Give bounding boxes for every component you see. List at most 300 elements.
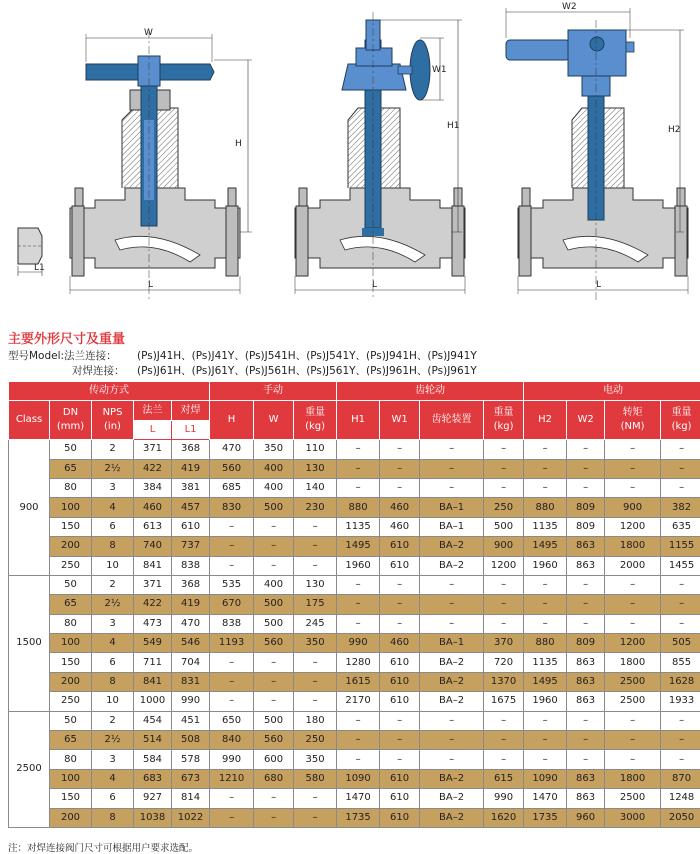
table-cell: 720 [484, 653, 524, 672]
header-kg-gear: (kg) [493, 421, 514, 433]
table-cell: 831 [172, 672, 210, 691]
table-cell: – [484, 440, 524, 459]
table-cell: 2 [92, 440, 134, 459]
w1-label: W1 [432, 65, 447, 75]
table-cell: – [661, 575, 700, 594]
table-row [9, 575, 700, 594]
table-cell: – [605, 711, 661, 730]
table-cell: – [484, 595, 524, 614]
table-cell: 250 [484, 498, 524, 517]
table-cell: 670 [210, 595, 254, 614]
table-cell: 1960 [524, 692, 567, 711]
table-cell: – [337, 440, 380, 459]
table-cell: – [210, 808, 254, 827]
table-cell: BA–2 [420, 808, 484, 827]
header-kg-manual: (kg) [305, 421, 326, 433]
table-row [9, 517, 700, 536]
header-dn [50, 401, 92, 440]
table-cell: 610 [380, 556, 420, 575]
table-cell: – [210, 692, 254, 711]
spec-table [8, 381, 700, 828]
table-cell: – [420, 459, 484, 478]
header-gear: 齿轮动 [337, 382, 524, 401]
section-title: 主要外形尺寸及重量 [8, 332, 126, 347]
class-cell: 2500 [9, 711, 50, 827]
table-cell: 200 [50, 672, 92, 691]
table-cell: 400 [254, 459, 294, 478]
table-row [9, 478, 700, 497]
table-cell: 1370 [484, 672, 524, 691]
table-cell: – [524, 440, 567, 459]
table-cell: 451 [172, 711, 210, 730]
table-cell: 3 [92, 750, 134, 769]
table-cell: – [380, 750, 420, 769]
table-cell: – [605, 731, 661, 750]
table-row [9, 459, 700, 478]
table-cell: – [420, 750, 484, 769]
table-cell: – [380, 575, 420, 594]
table-row [9, 731, 700, 750]
weld-models: (Ps)J61H、(Ps)J61Y、(Ps)J561H、(Ps)J561Y、(Ps)J961H、(Ps)J961Y [137, 365, 477, 377]
table-cell: 6 [92, 653, 134, 672]
table-cell: 1280 [337, 653, 380, 672]
table-cell: – [420, 711, 484, 730]
table-cell: – [567, 731, 605, 750]
table-cell: 990 [210, 750, 254, 769]
header-mm-text: (mm) [56, 421, 85, 433]
table-cell: – [294, 692, 337, 711]
table-cell: – [524, 711, 567, 730]
table-cell: 175 [294, 595, 337, 614]
table-cell: 1200 [484, 556, 524, 575]
table-cell: 1455 [661, 556, 700, 575]
table-cell: 814 [172, 789, 210, 808]
table-cell: – [661, 459, 700, 478]
table-cell: 65 [50, 731, 92, 750]
h1-label: H1 [447, 121, 460, 131]
table-cell: 1200 [605, 634, 661, 653]
table-cell: 2000 [605, 556, 661, 575]
table-cell: 419 [172, 459, 210, 478]
table-cell: 990 [484, 789, 524, 808]
table-cell: 100 [50, 634, 92, 653]
table-cell: 382 [661, 498, 700, 517]
table-cell: BA–1 [420, 498, 484, 517]
table-cell: – [524, 575, 567, 594]
table-row [9, 672, 700, 691]
table-cell: – [524, 595, 567, 614]
table-cell: 400 [254, 478, 294, 497]
table-cell: – [337, 614, 380, 633]
table-cell: 1495 [524, 537, 567, 556]
table-cell: – [420, 575, 484, 594]
table-row [9, 692, 700, 711]
table-cell: 1193 [210, 634, 254, 653]
table-cell: 1090 [337, 769, 380, 788]
l1-label: L1 [34, 263, 45, 273]
header-weight-electric-text: 重量 [671, 407, 692, 419]
table-cell: 3000 [605, 808, 661, 827]
table-cell: – [210, 537, 254, 556]
table-cell: 371 [134, 440, 172, 459]
table-cell: 863 [567, 789, 605, 808]
table-cell: 368 [172, 575, 210, 594]
table-cell: – [567, 440, 605, 459]
table-cell: – [605, 595, 661, 614]
weld-label: 对焊连接： [72, 365, 125, 377]
table-cell: 610 [380, 672, 420, 691]
table-cell: 368 [172, 440, 210, 459]
table-cell: – [484, 711, 524, 730]
table-cell: 549 [134, 634, 172, 653]
header-class: Class [9, 401, 50, 440]
table-cell: – [380, 459, 420, 478]
table-cell: 50 [50, 440, 92, 459]
table-cell: 863 [567, 692, 605, 711]
header-h2: H2 [524, 401, 567, 440]
table-cell: 584 [134, 750, 172, 769]
table-cell: 880 [524, 498, 567, 517]
table-cell: 855 [661, 653, 700, 672]
table-cell: 560 [254, 731, 294, 750]
l-label-electric: L [596, 280, 602, 290]
table-cell: 1155 [661, 537, 700, 556]
table-cell: – [605, 459, 661, 478]
table-cell: 6 [92, 789, 134, 808]
header-torque [605, 401, 661, 440]
table-cell: 809 [567, 498, 605, 517]
table-cell: – [420, 614, 484, 633]
table-cell: 80 [50, 614, 92, 633]
table-cell: 683 [134, 769, 172, 788]
table-cell: 1495 [524, 672, 567, 691]
table-cell: – [420, 440, 484, 459]
table-cell: 245 [294, 614, 337, 633]
weld-end-detail [18, 228, 45, 276]
table-cell: 350 [294, 750, 337, 769]
table-cell: – [484, 614, 524, 633]
table-cell: 1090 [524, 769, 567, 788]
table-cell: 809 [567, 634, 605, 653]
table-cell: 384 [134, 478, 172, 497]
table-cell: 610 [380, 789, 420, 808]
table-cell: 250 [50, 692, 92, 711]
table-row [9, 498, 700, 517]
table-cell: – [484, 750, 524, 769]
table-cell: 6 [92, 517, 134, 536]
table-cell: 500 [254, 498, 294, 517]
table-cell: 838 [172, 556, 210, 575]
table-cell: 546 [172, 634, 210, 653]
table-cell: – [294, 808, 337, 827]
header-drive: 传动方式 [9, 382, 210, 401]
table-row [9, 769, 700, 788]
header-nps-text: NPS [102, 407, 123, 419]
header-nps [92, 401, 134, 440]
table-cell: 130 [294, 459, 337, 478]
table-cell: 927 [134, 789, 172, 808]
table-cell: 610 [380, 653, 420, 672]
table-cell: – [524, 614, 567, 633]
table-cell: 508 [172, 731, 210, 750]
h2-label: H2 [668, 125, 681, 135]
table-row [9, 808, 700, 827]
table-cell: 900 [605, 498, 661, 517]
weld-label-wrap [8, 364, 137, 379]
flange-models: (Ps)J41H、(Ps)J41Y、(Ps)J541H、(Ps)J541Y、(Ps)J941H、(Ps)J941Y [137, 350, 477, 362]
table-cell: – [337, 750, 380, 769]
table-cell: 8 [92, 537, 134, 556]
table-cell: – [294, 556, 337, 575]
table-cell: 80 [50, 750, 92, 769]
table-cell: 8 [92, 672, 134, 691]
table-cell: 2½ [92, 595, 134, 614]
table-cell: – [337, 459, 380, 478]
table-cell: 560 [210, 459, 254, 478]
table-cell: – [380, 731, 420, 750]
table-row [9, 595, 700, 614]
table-cell: – [380, 614, 420, 633]
table-cell: – [605, 614, 661, 633]
table-cell: 863 [567, 556, 605, 575]
table-cell: – [254, 517, 294, 536]
header-weight-manual-text: 重量 [305, 407, 326, 419]
gear-valve-drawing [295, 12, 465, 300]
table-cell: 1800 [605, 537, 661, 556]
flange-label: 法兰连接： [64, 350, 117, 362]
table-row [9, 750, 700, 769]
table-cell: – [210, 517, 254, 536]
table-cell: – [294, 537, 337, 556]
table-cell: 80 [50, 478, 92, 497]
table-cell: 1960 [337, 556, 380, 575]
table-cell: 809 [567, 517, 605, 536]
table-cell: 863 [567, 672, 605, 691]
table-cell: 140 [294, 478, 337, 497]
table-cell: – [484, 731, 524, 750]
table-cell: 740 [134, 537, 172, 556]
table-cell: – [605, 440, 661, 459]
table-cell: 110 [294, 440, 337, 459]
table-cell: 580 [294, 769, 337, 788]
table-cell: 470 [172, 614, 210, 633]
header-w2: W2 [567, 401, 605, 440]
class-cell: 1500 [9, 575, 50, 711]
table-cell: 1038 [134, 808, 172, 827]
table-cell: 1960 [524, 556, 567, 575]
table-cell: – [661, 614, 700, 633]
table-cell: 454 [134, 711, 172, 730]
table-cell: 3 [92, 478, 134, 497]
table-cell: 460 [380, 517, 420, 536]
table-cell: 2½ [92, 459, 134, 478]
table-row [9, 711, 700, 730]
table-cell: 610 [380, 769, 420, 788]
table-cell: – [294, 653, 337, 672]
table-cell: 50 [50, 575, 92, 594]
table-cell: – [337, 478, 380, 497]
table-cell: 50 [50, 711, 92, 730]
table-cell: 422 [134, 459, 172, 478]
table-cell: – [420, 731, 484, 750]
table-cell: – [210, 789, 254, 808]
header-weight-manual [294, 401, 337, 440]
table-cell: 150 [50, 653, 92, 672]
table-cell: 1022 [172, 808, 210, 827]
header-flange: 法兰 [134, 401, 172, 420]
table-cell: 863 [567, 653, 605, 672]
table-cell: – [254, 537, 294, 556]
table-cell: – [567, 750, 605, 769]
table-cell: 650 [210, 711, 254, 730]
table-cell: 900 [484, 537, 524, 556]
table-cell: 10 [92, 692, 134, 711]
table-body [9, 440, 700, 828]
table-cell: 535 [210, 575, 254, 594]
table-cell: 1800 [605, 653, 661, 672]
table-cell: 685 [210, 478, 254, 497]
table-cell: 473 [134, 614, 172, 633]
table-cell: 460 [134, 498, 172, 517]
table-cell: 1200 [605, 517, 661, 536]
table-cell: 4 [92, 769, 134, 788]
l-label-gear: L [372, 280, 378, 290]
table-cell: 2½ [92, 731, 134, 750]
table-row [9, 556, 700, 575]
table-cell: – [605, 575, 661, 594]
table-cell: 4 [92, 498, 134, 517]
table-cell: 840 [210, 731, 254, 750]
table-cell: 350 [294, 634, 337, 653]
table-cell: 422 [134, 595, 172, 614]
table-cell: 1495 [337, 537, 380, 556]
table-cell: 960 [567, 808, 605, 827]
header-nm-text: (NM) [620, 421, 645, 433]
table-cell: 880 [524, 634, 567, 653]
table-cell: 1615 [337, 672, 380, 691]
header-weight-gear-text: 重量 [493, 407, 514, 419]
table-cell: – [337, 575, 380, 594]
header-h1: H1 [337, 401, 380, 440]
table-cell: 737 [172, 537, 210, 556]
table-cell: 1800 [605, 769, 661, 788]
table-cell: – [337, 711, 380, 730]
table-cell: 711 [134, 653, 172, 672]
table-cell: – [420, 478, 484, 497]
table-cell: 1135 [337, 517, 380, 536]
table-cell: BA–2 [420, 653, 484, 672]
table-cell: – [484, 459, 524, 478]
table-cell: – [567, 595, 605, 614]
table-cell: – [484, 478, 524, 497]
table-cell: – [337, 731, 380, 750]
table-cell: – [524, 459, 567, 478]
table-cell: – [567, 711, 605, 730]
table-cell: 381 [172, 478, 210, 497]
table-cell: 600 [254, 750, 294, 769]
table-cell: 230 [294, 498, 337, 517]
class-cell: 900 [9, 440, 50, 576]
table-cell: BA–2 [420, 692, 484, 711]
table-cell: – [661, 595, 700, 614]
table-cell: 100 [50, 498, 92, 517]
table-cell: – [254, 653, 294, 672]
table-cell: 250 [294, 731, 337, 750]
model-prefix: 型号Model: [8, 350, 65, 362]
table-cell: 1628 [661, 672, 700, 691]
table-cell: – [210, 672, 254, 691]
table-cell: BA–1 [420, 517, 484, 536]
table-row [9, 634, 700, 653]
table-cell: 680 [254, 769, 294, 788]
table-cell: 838 [210, 614, 254, 633]
table-cell: 2 [92, 575, 134, 594]
table-cell: 8 [92, 808, 134, 827]
table-cell: 10 [92, 556, 134, 575]
table-cell: 1248 [661, 789, 700, 808]
table-cell: – [524, 750, 567, 769]
table-cell: BA–2 [420, 537, 484, 556]
table-cell: 500 [254, 614, 294, 633]
header-gear-device: 齿轮装置 [420, 401, 484, 440]
table-cell: 560 [254, 634, 294, 653]
table-cell: 2500 [605, 789, 661, 808]
table-row [9, 537, 700, 556]
header-weight-electric [661, 401, 700, 440]
model-list [8, 349, 477, 379]
table-cell: – [294, 672, 337, 691]
table-cell: BA–2 [420, 769, 484, 788]
table-cell: 1470 [524, 789, 567, 808]
table-cell: – [661, 731, 700, 750]
table-cell: 419 [172, 595, 210, 614]
table-cell: – [337, 595, 380, 614]
table-cell: 150 [50, 789, 92, 808]
table-header [9, 382, 700, 440]
electric-valve-drawing [506, 2, 688, 300]
model-prefix-wrap [8, 349, 137, 364]
valve-drawings [0, 0, 700, 305]
table-cell: 65 [50, 459, 92, 478]
table-cell: 1210 [210, 769, 254, 788]
table-cell: 610 [172, 517, 210, 536]
table-cell: 2500 [605, 672, 661, 691]
table-cell: – [210, 653, 254, 672]
table-cell: 610 [380, 692, 420, 711]
table-cell: 505 [661, 634, 700, 653]
table-cell: – [567, 478, 605, 497]
table-cell: 1735 [337, 808, 380, 827]
table-cell: – [380, 478, 420, 497]
table-cell: – [605, 478, 661, 497]
table-cell: 1470 [337, 789, 380, 808]
table-cell: 1675 [484, 692, 524, 711]
table-cell: 673 [172, 769, 210, 788]
table-cell: – [524, 478, 567, 497]
table-cell: 150 [50, 517, 92, 536]
table-cell: – [254, 556, 294, 575]
table-cell: 65 [50, 595, 92, 614]
table-cell: 990 [172, 692, 210, 711]
header-in-text: (in) [104, 421, 121, 433]
header-torque-text: 转矩 [622, 407, 643, 419]
table-cell: – [605, 750, 661, 769]
header-w1: W1 [380, 401, 420, 440]
table-cell: 613 [134, 517, 172, 536]
table-cell: 615 [484, 769, 524, 788]
table-cell: 610 [380, 537, 420, 556]
table-cell: – [420, 595, 484, 614]
